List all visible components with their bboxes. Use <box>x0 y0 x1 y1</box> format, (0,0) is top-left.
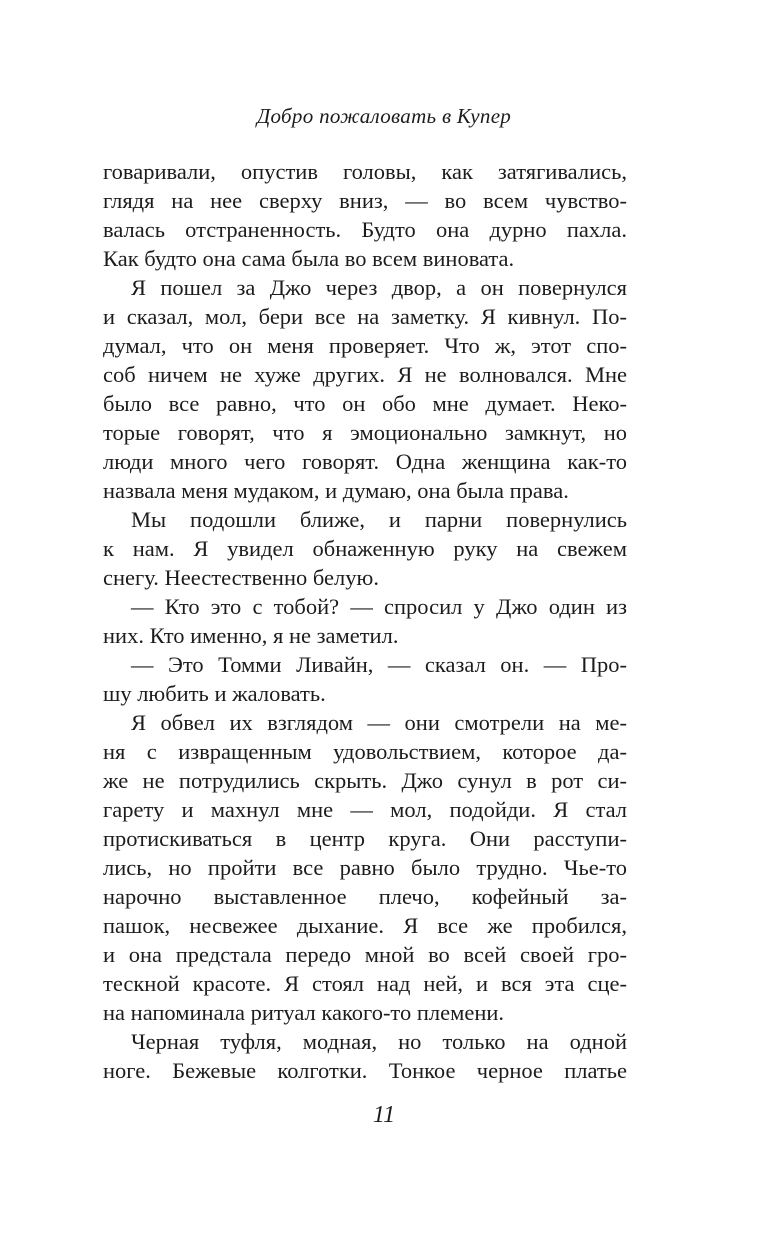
text-line: соб ничем не хуже других. Я не волновался. Мне <box>103 362 627 387</box>
text-line: пашок, несвежее дыхание. Я все же пробился, <box>103 913 627 938</box>
text-line: протискиваться в центр круга. Они расступи- <box>103 826 627 851</box>
text-line: Мы подошли ближе, и парни повернулись <box>131 507 627 532</box>
text-line: валась отстраненность. Будто она дурно пахла. <box>103 217 627 242</box>
text-line: же не потрудились скрыть. Джо сунул в рот си- <box>103 768 627 793</box>
text-line: Я пошел за Джо через двор, а он повернулся <box>131 275 627 300</box>
text-line: на напоминала ритуал какого-то племени. <box>103 1000 505 1025</box>
text-line: — Кто это с тобой? — спросил у Джо один из <box>131 594 627 619</box>
text-line: люди много чего говорят. Одна женщина как-то <box>103 449 627 474</box>
text-line: них. Кто именно, я не заметил. <box>103 623 399 648</box>
text-line: лись, но пройти все равно было трудно. Чье-то <box>103 855 627 880</box>
text-line: было все равно, что он обо мне думает. Неко- <box>103 391 627 416</box>
text-line: к нам. Я увидел обнаженную руку на свежем <box>103 536 627 561</box>
text-line: шу любить и жаловать. <box>103 681 326 706</box>
page-number: 11 <box>372 1102 396 1128</box>
body-text <box>103 157 627 1085</box>
text-line: гарету и махнул мне — мол, подойди. Я стал <box>103 797 627 822</box>
text-line: глядя на нее сверху вниз, — во всем чувство- <box>103 188 627 213</box>
text-line: Как будто она сама была во всем виновата. <box>103 246 515 271</box>
text-line: и она предстала передо мной во всей своей гро- <box>103 942 627 967</box>
text-line: ноге. Бежевые колготки. Тонкое черное платье <box>103 1058 627 1083</box>
text-line: торые говорят, что я эмоционально замкнут, но <box>103 420 627 445</box>
text-line: и сказал, мол, бери все на заметку. Я кивнул. По- <box>103 304 627 329</box>
text-line: Я обвел их взглядом — они смотрели на ме- <box>131 710 627 735</box>
text-line: Черная туфля, модная, но только на одной <box>131 1029 627 1054</box>
text-line: думал, что он меня проверяет. Что ж, этот спо- <box>103 333 627 358</box>
running-head: Добро пожаловать в Купер <box>256 104 512 128</box>
text-line: снегу. Неестественно белую. <box>103 565 379 590</box>
text-line: тескной красоте. Я стоял над ней, и вся эта сце- <box>103 971 627 996</box>
text-line: ня с извращенным удовольствием, которое да- <box>103 739 627 764</box>
text-line: — Это Томми Ливайн, — сказал он. — Про- <box>131 652 627 677</box>
text-line: назвала меня мудаком, и думаю, она была права. <box>103 478 569 503</box>
text-line: говаривали, опустив головы, как затягивались, <box>103 159 627 184</box>
text-line: нарочно выставленное плечо, кофейный за- <box>103 884 627 909</box>
